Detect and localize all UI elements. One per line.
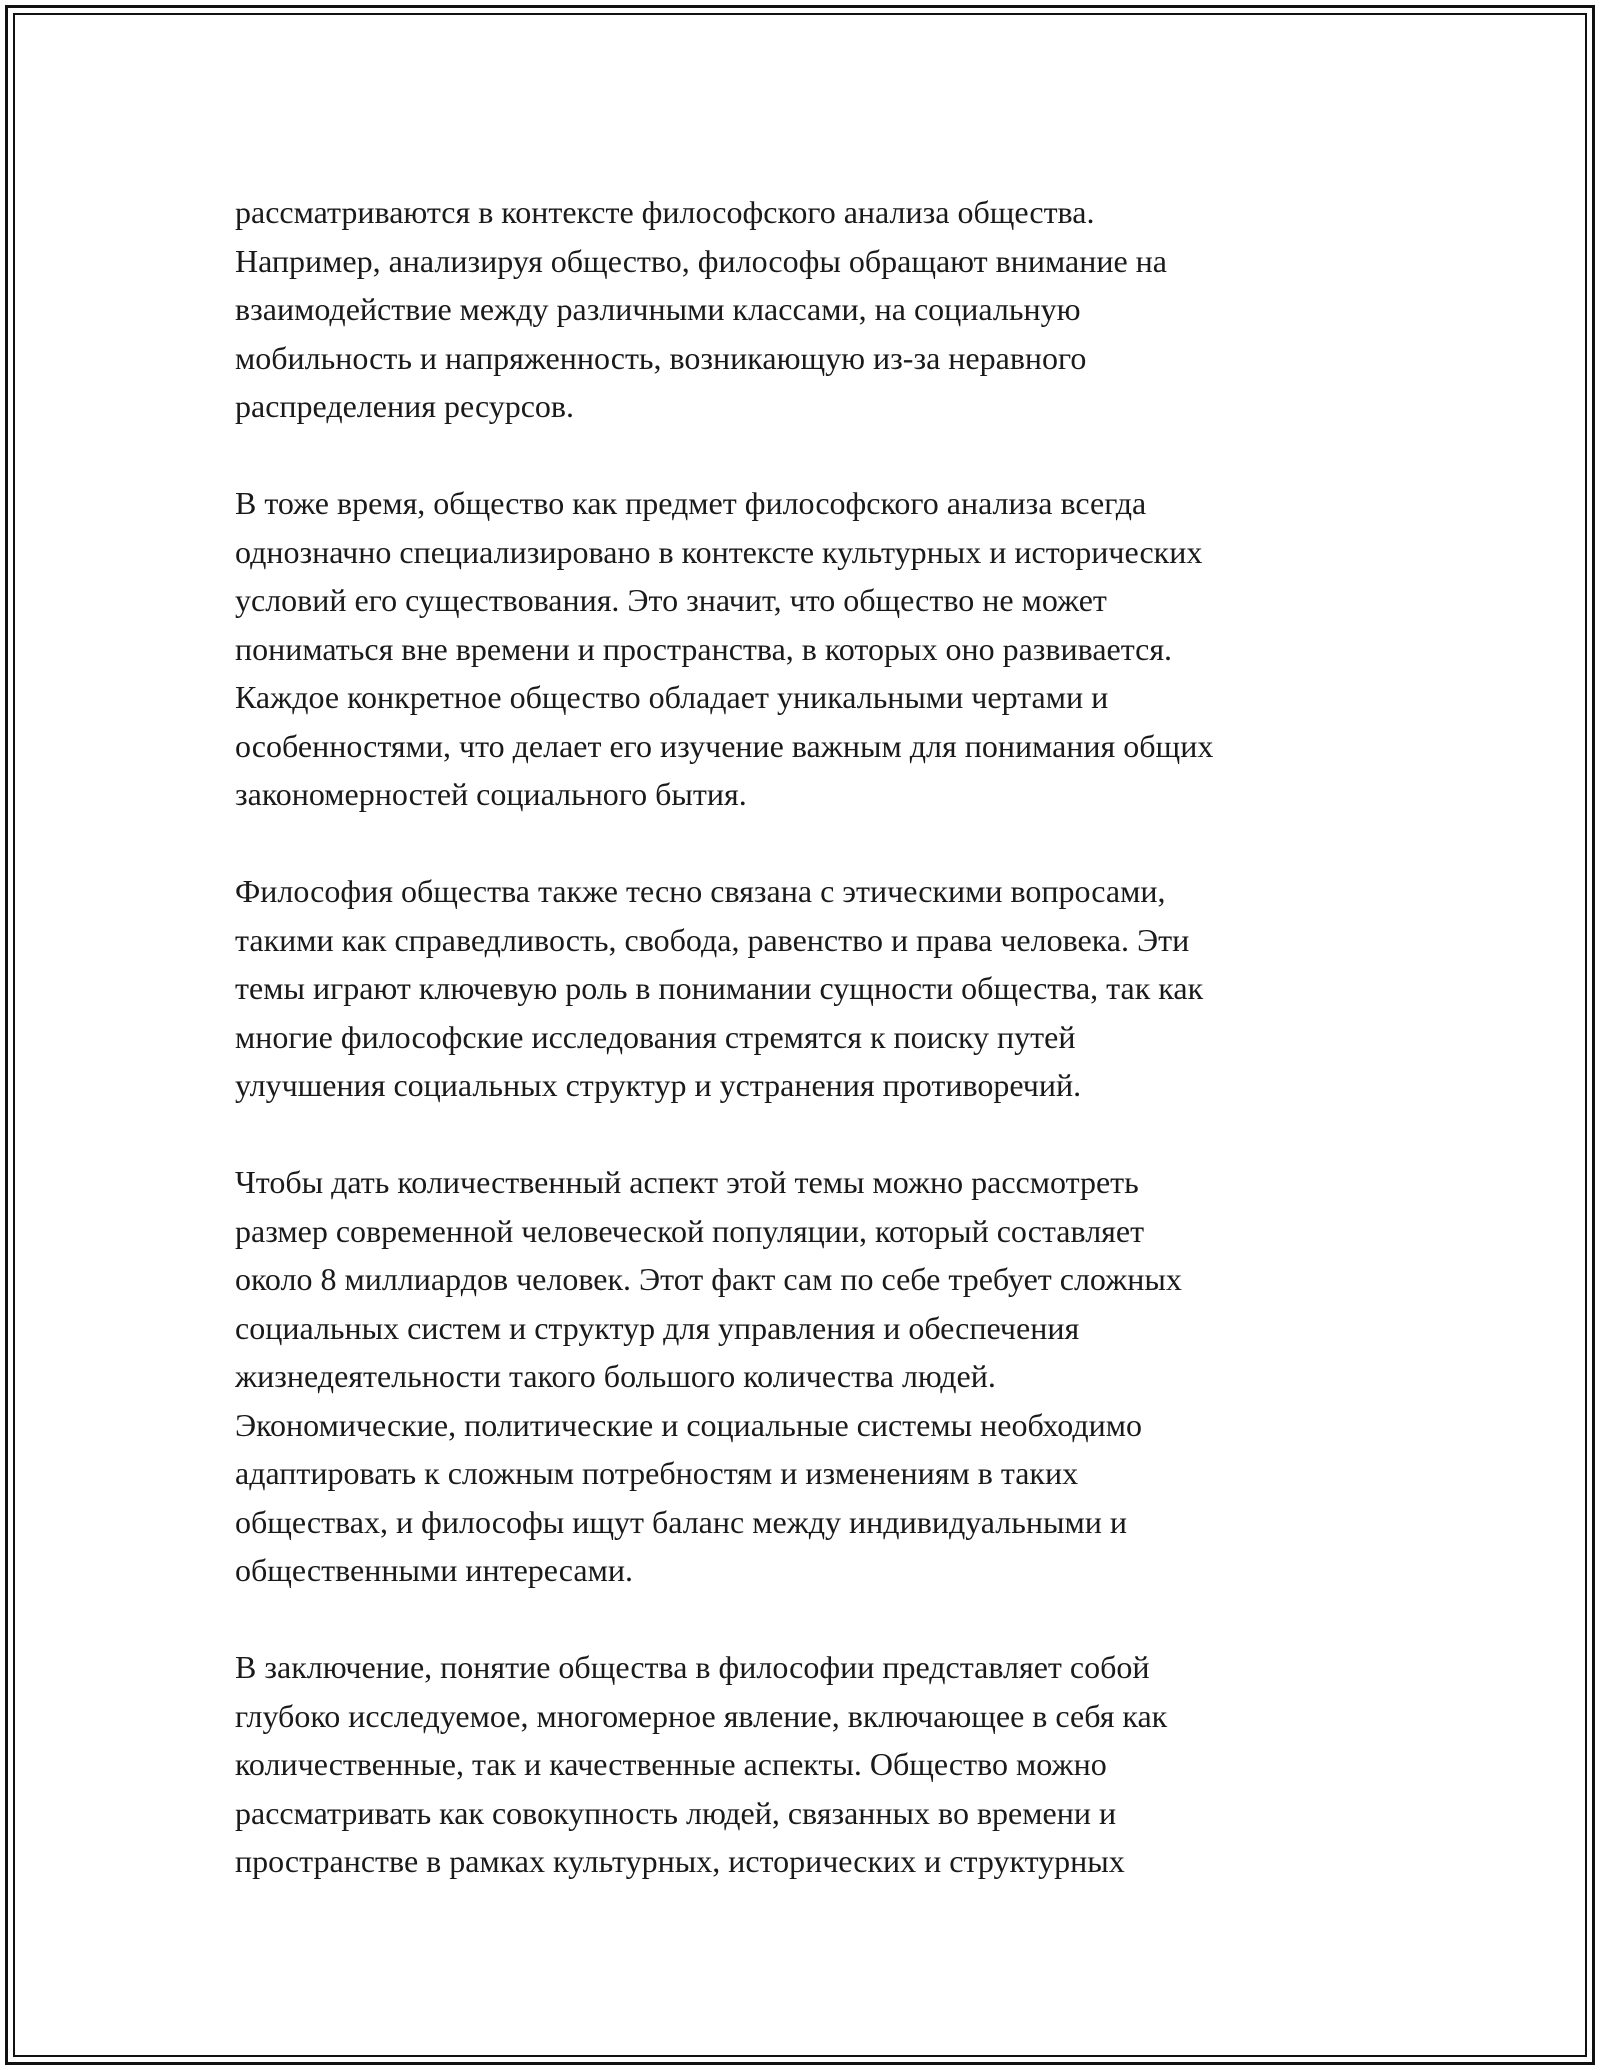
text-line: рассматриваются в контексте философского анализа общества. bbox=[235, 194, 1095, 230]
text-line: В тоже время, общество как предмет философского анализа всегда bbox=[235, 485, 1147, 521]
paragraph-1 bbox=[235, 188, 1395, 431]
text-line: Например, анализируя общество, философы обращают внимание на bbox=[235, 242, 1167, 279]
text-line: количественные, так и качественные аспекты. Общество можно bbox=[235, 1746, 1107, 1782]
paragraph-4 bbox=[235, 1158, 1395, 1595]
text-line: социальных систем и структур для управления и обеспечения bbox=[235, 1309, 1080, 1346]
text-line: распределения ресурсов. bbox=[235, 388, 575, 424]
text-line: адаптировать к сложным потребностям и изменениям в таких bbox=[235, 1455, 1079, 1491]
text-line: закономерностей социального бытия. bbox=[235, 776, 747, 812]
text-line: В заключение, понятие общества в философии представляет собой bbox=[235, 1649, 1150, 1685]
text-line: Чтобы дать количественный аспект этой темы можно рассмотреть bbox=[235, 1164, 1139, 1200]
text-line: улучшения социальных структур и устранения противоречий. bbox=[235, 1067, 1082, 1103]
text-line: обществах, и философы ищут баланс между индивидуальными и bbox=[235, 1503, 1127, 1540]
text-line: темы играют ключевую роль в понимании сущности общества, так как bbox=[235, 970, 1204, 1006]
text-line: мобильность и напряженность, возникающую из-за неравного bbox=[235, 339, 1087, 376]
text-line: жизнедеятельности такого большого количества людей. bbox=[235, 1358, 996, 1394]
text-line: Экономические, политические и социальные системы необходимо bbox=[235, 1406, 1143, 1443]
text-line: пониматься вне времени и пространства, в которых оно развивается. bbox=[235, 630, 1173, 667]
document-body bbox=[235, 188, 1395, 1934]
text-line: многие философские исследования стремятся к поиску путей bbox=[235, 1018, 1076, 1055]
text-line: взаимодействие между различными классами, на социальную bbox=[235, 291, 1081, 327]
text-line: пространстве в рамках культурных, исторических и структурных bbox=[235, 1843, 1125, 1879]
text-line: однозначно специализировано в контексте культурных и исторических bbox=[235, 533, 1203, 570]
text-line: размер современной человеческой популяции, который составляет bbox=[235, 1212, 1145, 1249]
text-line: глубоко исследуемое, многомерное явление, включающее в себя как bbox=[235, 1697, 1168, 1734]
text-line: особенностями, что делает его изучение важным для понимания общих bbox=[235, 727, 1214, 764]
paragraph-5 bbox=[235, 1643, 1395, 1886]
paragraph-2 bbox=[235, 479, 1395, 819]
paragraph-3 bbox=[235, 867, 1395, 1110]
text-line: Каждое конкретное общество обладает уникальными чертами и bbox=[235, 679, 1109, 715]
text-line: условий его существования. Это значит, что общество не может bbox=[235, 582, 1107, 618]
text-line: Философия общества также тесно связана с этическими вопросами, bbox=[235, 873, 1166, 909]
text-line: около 8 миллиардов человек. Этот факт сам по себе требует сложных bbox=[235, 1261, 1182, 1297]
text-line: общественными интересами. bbox=[235, 1552, 633, 1588]
text-line: такими как справедливость, свобода, равенство и права человека. Эти bbox=[235, 921, 1190, 958]
text-line: рассматривать как совокупность людей, связанных во времени и bbox=[235, 1794, 1117, 1831]
